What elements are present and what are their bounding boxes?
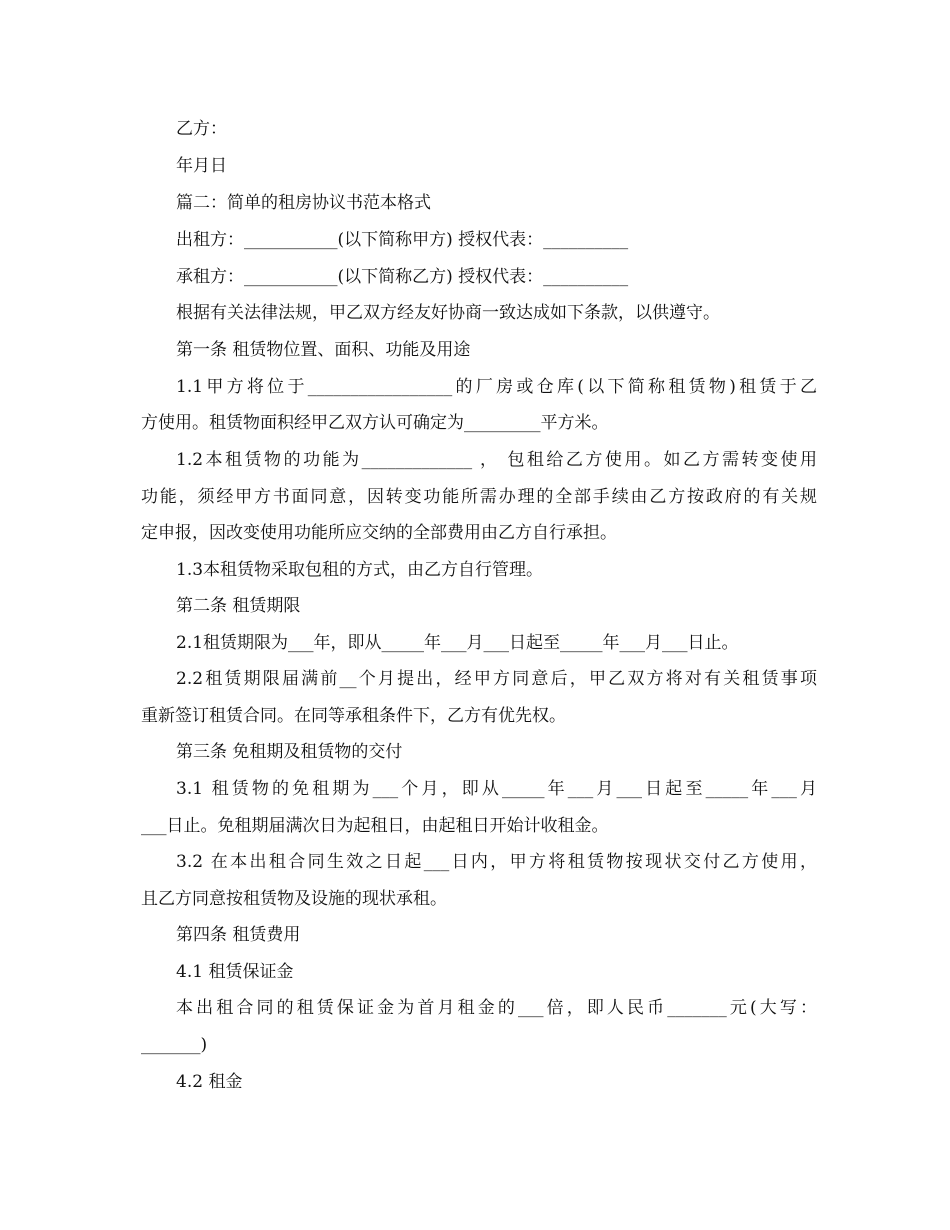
clause-1-1-line-2: 方使用。租赁物面积经甲乙双方认可确定为_________平方米。 <box>141 413 609 433</box>
clause-heading-4: 第四条 租赁费用 <box>176 925 301 945</box>
clause-4-1-heading: 4.1 租赁保证金 <box>176 962 294 982</box>
clause-1-2-line-1: 1.2本租赁物的功能为_____________ ， 包租给乙方使用。如乙方需转变使用 <box>176 450 817 470</box>
clause-2-2-line-1: 2.2租赁期限届满前__个月提出，经甲方同意后，甲乙双方将对有关租赁事项 <box>176 669 817 689</box>
clause-1-3: 1.3本租赁物采取包租的方式，由乙方自行管理。 <box>176 560 544 580</box>
preamble-paragraph: 根据有关法律法规，甲乙双方经友好协商一致达成如下条款，以供遵守。 <box>176 303 720 323</box>
clause-4-1-line-1: 本出租合同的租赁保证金为首月租金的___倍，即人民币_______元(大写： <box>176 998 817 1018</box>
lessor-line: 出租方：___________(以下简称甲方) 授权代表：__________ <box>176 230 629 250</box>
clause-2-2-line-2: 重新签订租赁合同。在同等承租条件下，乙方有优先权。 <box>141 706 566 726</box>
clause-heading-1: 第一条 租赁物位置、面积、功能及用途 <box>176 340 471 360</box>
clause-4-2-heading: 4.2 租金 <box>176 1072 243 1092</box>
clause-4-1-line-2: _______) <box>141 1035 208 1055</box>
clause-2-1: 2.1租赁期限为___年，即从_____年___月___日起至_____年___月___日止。 <box>176 633 739 653</box>
section-heading-article-two: 篇二：简单的租房协议书范本格式 <box>176 193 431 213</box>
clause-1-1-line-1: 1.1甲方将位于_________________的厂房或仓库(以下简称租赁物)租赁于乙 <box>176 377 817 397</box>
clause-heading-3: 第三条 免租期及租赁物的交付 <box>176 742 403 762</box>
clause-3-1-line-1: 3.1 租赁物的免租期为___个月，即从_____年___月___日起至_____年___月 <box>176 779 817 799</box>
clause-1-2-line-2: 功能，须经甲方书面同意，因转变功能所需办理的全部手续由乙方按政府的有关规 <box>141 487 817 507</box>
clause-heading-2: 第二条 租赁期限 <box>176 596 301 616</box>
clause-3-2-line-2: 且乙方同意按租赁物及设施的现状承租。 <box>141 889 447 909</box>
clause-1-2-line-3: 定申报，因改变使用功能所应交纳的全部费用由乙方自行承担。 <box>141 523 617 543</box>
clause-3-2-line-1: 3.2 在本出租合同生效之日起___日内，甲方将租赁物按现状交付乙方使用， <box>176 852 817 872</box>
lessee-line: 承租方：___________(以下简称乙方) 授权代表：__________ <box>176 267 629 287</box>
date-line: 年月日 <box>176 156 227 176</box>
clause-3-1-line-2: ___日止。免租期届满次日为起租日，由起租日开始计收租金。 <box>141 816 609 836</box>
party-b-signature-line: 乙方： <box>176 119 227 139</box>
